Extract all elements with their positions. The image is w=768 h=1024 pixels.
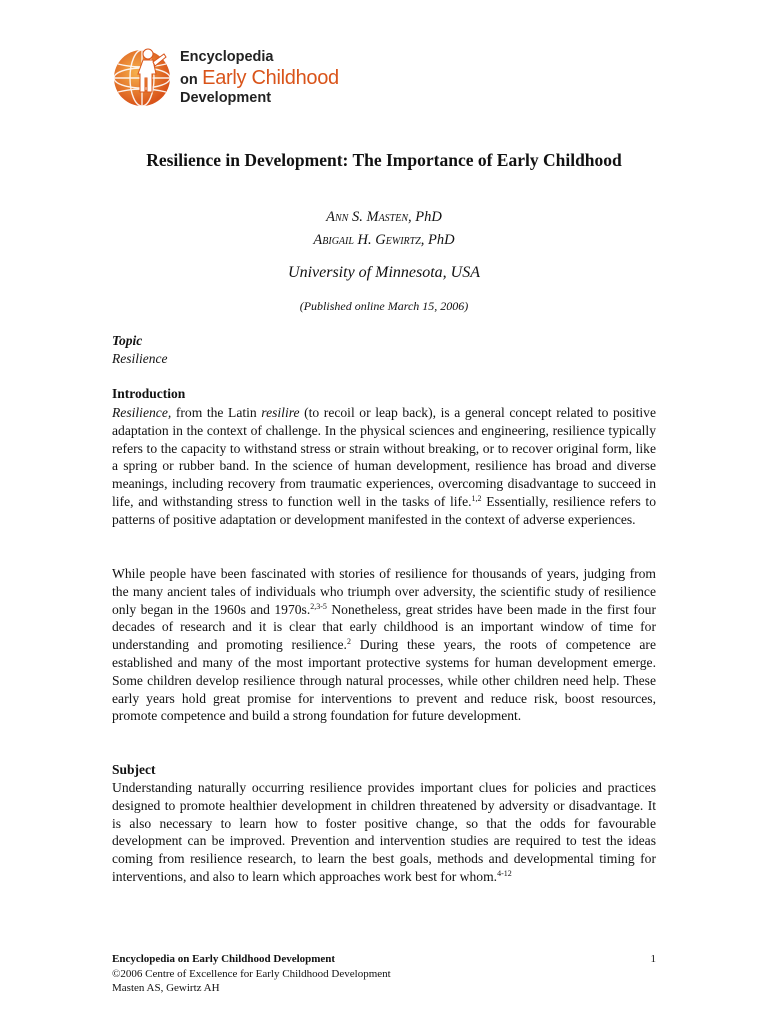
author-last-rest: ewirtz xyxy=(385,232,421,248)
author-last-initial: G xyxy=(375,232,386,248)
author-degree: , PhD xyxy=(408,209,442,225)
author-first-initial: A xyxy=(313,232,323,248)
author-last-initial: M xyxy=(366,209,379,225)
author-first-initial: A xyxy=(326,209,335,225)
topic-value: Resilience xyxy=(112,351,168,366)
citation-superscript: 4-12 xyxy=(497,868,512,878)
article-title: Resilience in Development: The Importance of Early Childhood xyxy=(146,150,622,170)
logo-early-childhood: Early Childhood xyxy=(202,66,339,89)
introduction-paragraph-1 xyxy=(112,404,656,529)
introduction-paragraph-2 xyxy=(112,565,656,725)
text-span: While people have been fascinated with stories of resilience for thousands of years, judging from the many ancient tales of individuals who triumph over adversity, the scientific study of resilience only began in the 1960s and 1970s. xyxy=(112,566,656,617)
globe-child-icon xyxy=(112,40,176,112)
author-degree: , PhD xyxy=(420,232,455,248)
term-resilience: Resilience, xyxy=(112,405,172,420)
page-number: 1 xyxy=(650,953,656,965)
author-first-rest: nn S. xyxy=(335,209,367,225)
encyclopedia-logo xyxy=(112,40,352,112)
logo-line-encyclopedia: Encyclopedia xyxy=(180,49,274,65)
text-span: (to recoil or leap back), is a general concept related to positive adaptation in the context of challenge. In the physical sciences and engineering, resilience typically refers to the capacity to withstand stress or strain without breaking, or to recover original form, like a spring or rubber band. In the science of human development, resilience has broad and diverse meanings, including recovery from traumatic experiences, overcoming disadvantage to succeed in life, and withstanding stress to function well in the tasks of life. xyxy=(112,405,656,509)
text-span: During these years, the roots of competence are established and many of the most important protective systems for human development emerge. Some children develop resilience through natural processes, while other children need help. These early years hold great promise for interventions to prevent and reduce risk, boost resources, promote competence and build a strong foundation for future development. xyxy=(112,637,656,724)
logo-on: on xyxy=(180,71,198,88)
text-span: Essentially, resilience refers to patterns of positive adaptation or development manifested in the context of adverse experiences. xyxy=(112,493,656,527)
page-footer xyxy=(112,952,656,996)
text-span: Nonetheless, great strides have been made in the first four decades of research and it is clear that early childhood is an important window of time for understanding and promoting resilience. xyxy=(112,601,656,653)
author-masten xyxy=(0,209,768,226)
citation-superscript: 2,3-5 xyxy=(310,601,327,611)
author-last-rest: asten xyxy=(378,209,409,225)
text-span: Understanding naturally occurring resilience provides important clues for policies and practices designed to promote healthier development in children threatened by adversity or disadvantage. It is also necessary to learn how to foster positive change, so that the odds for favourable development can be improved. Prevention and intervention studies are required to test the ideas coming from resilience research, to learn the best goals, methods and developmental timing for interventions, and also to learn which approaches work best for whom. xyxy=(112,780,656,884)
subject-paragraph-1 xyxy=(112,779,656,886)
citation-superscript: 2 xyxy=(346,637,351,647)
publication-date: (Published online March 15, 2006) xyxy=(299,299,469,313)
footer-authors: Masten AS, Gewirtz AH xyxy=(112,982,220,994)
logo-line-early-childhood xyxy=(180,68,339,88)
footer-publication: Encyclopedia on Early Childhood Development xyxy=(112,953,336,965)
topic-heading: Topic xyxy=(112,333,143,348)
term-latin: resilire xyxy=(261,405,300,420)
author-first-rest: bigail H. xyxy=(322,232,376,248)
subject-heading: Subject xyxy=(112,762,156,777)
author-gewirtz xyxy=(0,232,768,249)
logo-line-development: Development xyxy=(180,89,272,106)
footer-copyright: ©2006 Centre of Excellence for Early Childhood Development xyxy=(112,967,391,980)
affiliation: University of Minnesota, USA xyxy=(288,264,480,281)
text-span: from the Latin xyxy=(171,405,262,420)
citation-superscript: 1,2 xyxy=(471,493,482,503)
introduction-heading: Introduction xyxy=(112,386,186,401)
